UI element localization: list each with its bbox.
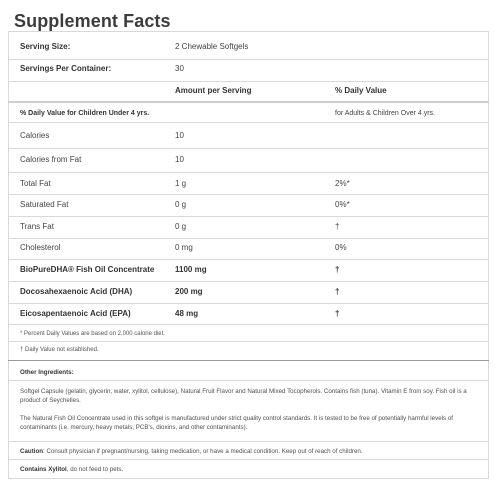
page-title: Supplement Facts: [14, 11, 171, 31]
xylitol-label: Contains Xylitol: [20, 466, 67, 473]
divider: [8, 194, 489, 195]
nutrient-amount: 200 mg: [175, 287, 203, 296]
divider: [8, 148, 489, 149]
nutrient-amount: 48 mg: [175, 309, 199, 318]
dv-header: % Daily Value: [335, 86, 387, 95]
nutrient-name: Cholesterol: [20, 243, 61, 252]
nutrient-dv: 0%*: [335, 200, 350, 209]
nutrient-amount: 10: [175, 131, 184, 140]
divider: [8, 216, 489, 217]
nutrient-name: Saturated Fat: [20, 200, 69, 209]
servings-per-container-label: Servings Per Container:: [20, 64, 112, 73]
other-ingredients-text: Softgel Capsule (gelatin, glycerin, water, xylitol, cellulose), Natural Fruit Flavor and Natural Mixed Tocopherols. Contains fish (tuna). Vitamin E from soy. Fish oil is a product of Seychelles.: [20, 388, 467, 404]
nutrient-amount: 10: [175, 155, 184, 164]
serving-size-value: 2 Chewable Softgels: [175, 42, 249, 51]
nutrient-amount: 1 g: [175, 179, 187, 188]
nutrient-name: Calories from Fat: [20, 155, 82, 164]
nutrient-dv: 2%*: [335, 179, 350, 188]
nutrient-dv: †: [335, 287, 340, 296]
caution-label: Caution: [20, 448, 44, 455]
amount-header: Amount per Serving: [175, 86, 252, 95]
divider-thick: [8, 101, 489, 103]
children-dv-label: % Daily Value for Children Under 4 yrs.: [20, 110, 150, 117]
nutrient-amount: 0 g: [175, 200, 187, 209]
serving-size-label: Serving Size:: [20, 42, 71, 51]
nutrient-name: Trans Fat: [20, 222, 54, 231]
footnote-dv-basis: * Percent Daily Values are based on 2,000 calorie diet.: [20, 331, 165, 337]
nutrient-dv: †: [335, 222, 340, 231]
xylitol-text: , do not feed to pets.: [66, 466, 124, 473]
nutrient-name: Docosahexaenoic Acid (DHA): [20, 287, 133, 296]
divider: [8, 238, 489, 239]
supplement-facts-panel: [8, 31, 489, 479]
quality-statement: The Natural Fish Oil Concentrate used in this softgel is manufactured under strict quality control standards. It is tested to be free of potentially harmful levels of contaminants (i.e. mercury, heavy metals, PCB's, dioxins, and other contaminants).: [20, 415, 453, 431]
divider: [8, 341, 489, 342]
divider: [8, 459, 489, 460]
divider: [8, 122, 489, 123]
nutrient-amount: 1100 mg: [175, 265, 207, 274]
servings-per-container-value: 30: [175, 64, 184, 73]
divider: [8, 324, 489, 325]
nutrient-dv: †: [335, 309, 340, 318]
nutrient-amount: 0 mg: [175, 243, 193, 252]
nutrient-name: Total Fat: [20, 179, 51, 188]
divider: [8, 303, 489, 304]
divider: [8, 81, 489, 82]
divider: [8, 380, 489, 381]
nutrient-name: Calories: [20, 131, 50, 140]
xylitol-warning: [20, 465, 482, 474]
divider: [8, 59, 489, 60]
divider: [8, 281, 489, 282]
nutrient-name: BioPureDHA® Fish Oil Concentrate: [20, 265, 155, 274]
nutrient-name: Eicosapentaenoic Acid (EPA): [20, 309, 131, 318]
footnote-dv-not-established: † Daily Value not established.: [20, 347, 99, 353]
nutrient-dv: 0%: [335, 243, 347, 252]
nutrient-amount: 0 g: [175, 222, 187, 231]
caution-statement: [20, 447, 482, 456]
divider-dark: [8, 360, 489, 361]
divider: [8, 172, 489, 173]
divider: [8, 259, 489, 260]
nutrient-dv: †: [335, 265, 340, 274]
other-ingredients-heading: Other Ingredients:: [20, 369, 74, 376]
adults-dv-label: for Adults & Children Over 4 yrs.: [335, 110, 435, 117]
caution-text: : Consult physician if pregnant/nursing, taking medication, or have a medical condition. Keep out of reach of children.: [43, 448, 363, 455]
divider: [8, 441, 489, 442]
